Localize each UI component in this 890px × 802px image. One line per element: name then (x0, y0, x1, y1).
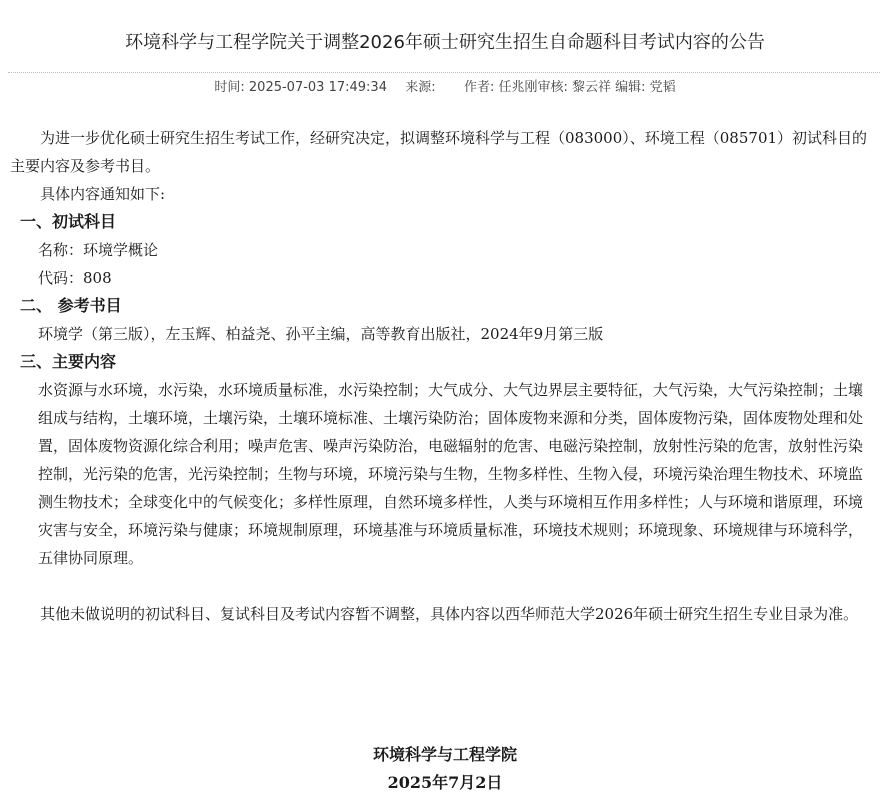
signature-org: 环境科学与工程学院 (372, 745, 517, 764)
closing-paragraph: 其他未做说明的初试科目、复试科目及考试内容暂不调整，具体内容以西华师范大学2026年硕士研究生招生专业目录为准。 (40, 605, 859, 623)
meta-source-label: 来源: (405, 80, 436, 95)
section-heading-reference-book: 二、 参考书目 (20, 296, 122, 315)
reference-book: 环境学（第三版），左玉辉、柏益尧、孙平主编，高等教育出版社，2024年9月第三版 (38, 325, 604, 343)
signature-date: 2025年7月2日 (387, 773, 503, 792)
notice-line: 具体内容通知如下: (40, 185, 166, 203)
title-divider (8, 72, 880, 73)
article-meta (0, 78, 890, 98)
meta-author-line: 作者: 任兆刚审核: 黎云祥 编辑: 党韬 (463, 80, 676, 95)
section-heading-exam-subject: 一、初试科目 (20, 212, 117, 231)
article-title: 环境科学与工程学院关于调整2026年硕士研究生招生自命题科目考试内容的公告 (125, 32, 765, 53)
subject-code: 代码：808 (38, 269, 112, 287)
meta-time-value: 2025-07-03 17:49:34 (248, 80, 387, 95)
subject-name: 名称：环境学概论 (38, 241, 159, 259)
section-heading-main-content: 三、主要内容 (20, 352, 117, 371)
intro-paragraph: 为进一步优化硕士研究生招生考试工作，经研究决定，拟调整环境科学与工程（083000）、环境工程（085701）初试科目的主要内容及参考书目。 (10, 129, 868, 175)
article-body (10, 124, 876, 628)
main-content-paragraph: 水资源与水环境，水污染，水环境质量标准，水污染控制；大气成分、大气边界层主要特征，大气污染，大气污染控制；土壤组成与结构，土壤环境，土壤污染，土壤环境标准、土壤污染防治；固体废物来源和分类，固体废物污染，固体废物处理和处置，固体废物资源化综合利用；噪声危害、噪声污染防治，电磁辐射的危害、电磁污染控制，放射性污染的危害，放射性污染控制，光污染的危害，光污染控制；生物与环境，环境污染与生物，生物多样性、生物入侵，环境污染治理生物技术、环境监测生物技术；全球变化中的气候变化；多样性原理，自然环境多样性，人类与环境相互作用多样性；人与环境和谐原理，环境灾害与安全，环境污染与健康；环境规制原理，环境基准与环境质量标准，环境技术规则；环境现象、环境规律与环境科学，五律协同原理。 (38, 381, 864, 567)
meta-time-label: 时间: (214, 80, 245, 95)
